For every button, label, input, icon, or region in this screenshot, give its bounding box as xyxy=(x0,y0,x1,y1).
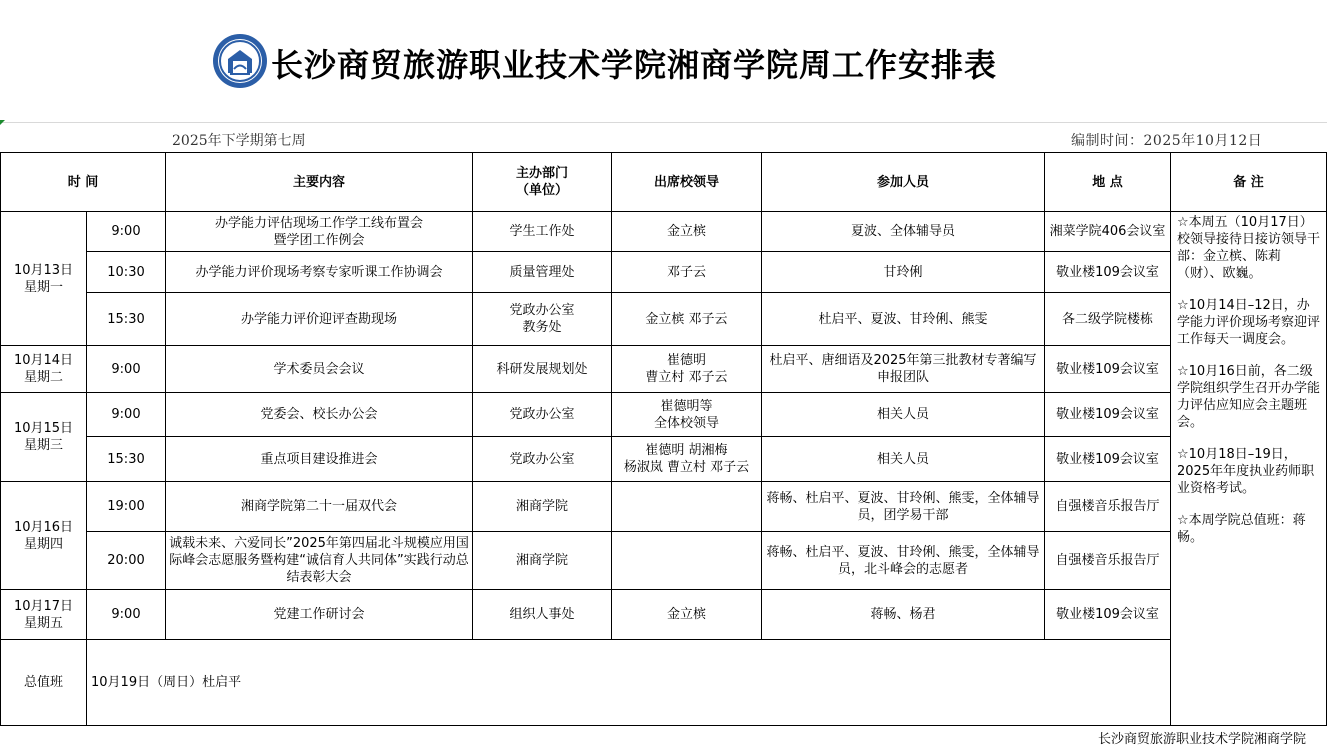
content-cell: 党委会、校长办公会 xyxy=(166,393,473,437)
remark-item: ☆10月14日–12日，办学能力评价现场考察迎评工作每天一调度会。 xyxy=(1177,298,1321,347)
time-cell: 19:00 xyxy=(87,482,166,532)
location-cell: 自强楼音乐报告厅 xyxy=(1045,482,1171,532)
participants-cell: 杜启平、唐细语及2025年第三批教材专著编写申报团队 xyxy=(762,346,1045,393)
time-cell: 15:30 xyxy=(87,437,166,482)
footer-organization: 长沙商贸旅游职业技术学院湘商学院 xyxy=(1098,732,1307,747)
content-cell: 办学能力评价迎评查勘现场 xyxy=(166,293,473,346)
header-remarks: 备 注 xyxy=(1171,153,1327,212)
leader-cell xyxy=(612,482,762,532)
day-cell: 10月17日 星期五 xyxy=(1,590,87,640)
leader-cell: 崔德明 胡湘梅 杨淑岚 曹立村 邓子云 xyxy=(612,437,762,482)
time-cell: 10:30 xyxy=(87,252,166,293)
content-cell: 重点项目建设推进会 xyxy=(166,437,473,482)
time-cell: 9:00 xyxy=(87,346,166,393)
dept-cell: 党政办公室 教务处 xyxy=(473,293,612,346)
dept-cell: 湘商学院 xyxy=(473,482,612,532)
duty-label: 总值班 xyxy=(1,640,87,726)
remark-item: ☆10月18日–19日，2025年年度执业药师职业资格考试。 xyxy=(1177,447,1315,496)
semester-label: 2025年下学期第七周 xyxy=(172,133,306,149)
leader-cell: 崔德明 曹立村 邓子云 xyxy=(612,346,762,393)
dept-cell: 组织人事处 xyxy=(473,590,612,640)
participants-cell: 蒋畅、杜启平、夏波、甘玲俐、熊雯，全体辅导员，北斗峰会的志愿者 xyxy=(762,532,1045,590)
compiled-date: 编制时间：2025年10月12日 xyxy=(1071,133,1263,149)
remark-item: ☆本周五（10月17日）校领导接待日接访领导干部：金立槟、陈莉（财）、欧巍。 xyxy=(1177,215,1321,281)
table-row xyxy=(1,393,1327,437)
content-cell: 诚载未来、六爱同长”2025年第四届北斗规模应用国际峰会志愿服务暨构建“诚信育人共同体”实践行动总结表彰大会 xyxy=(166,532,473,590)
participants-cell: 蒋畅、杨君 xyxy=(762,590,1045,640)
page-title: 长沙商贸旅游职业技术学院湘商学院周工作安排表 xyxy=(271,46,998,84)
time-cell: 15:30 xyxy=(87,293,166,346)
leader-cell: 崔德明等 全体校领导 xyxy=(612,393,762,437)
header-row xyxy=(1,153,1327,212)
title-row xyxy=(0,0,1327,123)
schedule-table xyxy=(0,152,1327,726)
dept-cell: 学生工作处 xyxy=(473,212,612,252)
dept-cell: 湘商学院 xyxy=(473,532,612,590)
table-row xyxy=(1,590,1327,640)
header-content: 主要内容 xyxy=(166,153,473,212)
location-cell: 敬业楼109会议室 xyxy=(1045,437,1171,482)
table-row xyxy=(1,293,1327,346)
header-dept: 主办部门 （单位） xyxy=(473,153,612,212)
table-row xyxy=(1,252,1327,293)
content-cell: 学术委员会会议 xyxy=(166,346,473,393)
day-cell: 10月15日 星期三 xyxy=(1,393,87,482)
location-cell: 各二级学院楼栋 xyxy=(1045,293,1171,346)
day-cell: 10月13日 星期一 xyxy=(1,212,87,346)
header-time: 时 间 xyxy=(1,153,166,212)
time-cell: 20:00 xyxy=(87,532,166,590)
day-cell: 10月16日 星期四 xyxy=(1,482,87,590)
leader-cell: 金立槟 邓子云 xyxy=(612,293,762,346)
dept-cell: 科研发展规划处 xyxy=(473,346,612,393)
school-logo-icon xyxy=(212,33,268,89)
location-cell: 敬业楼109会议室 xyxy=(1045,393,1171,437)
location-cell: 自强楼音乐报告厅 xyxy=(1045,532,1171,590)
dept-cell: 党政办公室 xyxy=(473,437,612,482)
participants-cell: 夏波、全体辅导员 xyxy=(762,212,1045,252)
header-location: 地 点 xyxy=(1045,153,1171,212)
participants-cell: 甘玲俐 xyxy=(762,252,1045,293)
table-row xyxy=(1,532,1327,590)
content-cell: 办学能力评价现场考察专家听课工作协调会 xyxy=(166,252,473,293)
header-leader: 出席校领导 xyxy=(612,153,762,212)
table-row xyxy=(1,346,1327,393)
cell-marker xyxy=(0,120,5,125)
table-row xyxy=(1,212,1327,252)
leader-cell: 金立槟 xyxy=(612,590,762,640)
leader-cell xyxy=(612,532,762,590)
time-cell: 9:00 xyxy=(87,590,166,640)
leader-cell: 邓子云 xyxy=(612,252,762,293)
duty-value: 10月19日（周日）杜启平 xyxy=(87,640,1327,726)
table-row xyxy=(1,437,1327,482)
participants-cell: 蒋畅、杜启平、夏波、甘玲俐、熊雯，全体辅导员，团学易干部 xyxy=(762,482,1045,532)
content-cell: 办学能力评估现场工作学工线布置会 暨学团工作例会 xyxy=(166,212,473,252)
remark-item: ☆10月16日前，各二级学院组织学生召开办学能力评估应知应会主题班会。 xyxy=(1177,364,1321,430)
content-cell: 党建工作研讨会 xyxy=(166,590,473,640)
time-cell: 9:00 xyxy=(87,393,166,437)
remark-item: ☆本周学院总值班：蒋畅。 xyxy=(1177,513,1306,545)
location-cell: 敬业楼109会议室 xyxy=(1045,252,1171,293)
table-row xyxy=(1,482,1327,532)
location-cell: 湘菜学院406会议室 xyxy=(1045,212,1171,252)
participants-cell: 杜启平、夏波、甘玲俐、熊雯 xyxy=(762,293,1045,346)
participants-cell: 相关人员 xyxy=(762,393,1045,437)
location-cell: 敬业楼109会议室 xyxy=(1045,590,1171,640)
leader-cell: 金立槟 xyxy=(612,212,762,252)
content-cell: 湘商学院第二十一届双代会 xyxy=(166,482,473,532)
duty-row xyxy=(1,640,1327,726)
time-cell: 9:00 xyxy=(87,212,166,252)
dept-cell: 质量管理处 xyxy=(473,252,612,293)
header-participants: 参加人员 xyxy=(762,153,1045,212)
dept-cell: 党政办公室 xyxy=(473,393,612,437)
location-cell: 敬业楼109会议室 xyxy=(1045,346,1171,393)
participants-cell: 相关人员 xyxy=(762,437,1045,482)
day-cell: 10月14日 星期二 xyxy=(1,346,87,393)
